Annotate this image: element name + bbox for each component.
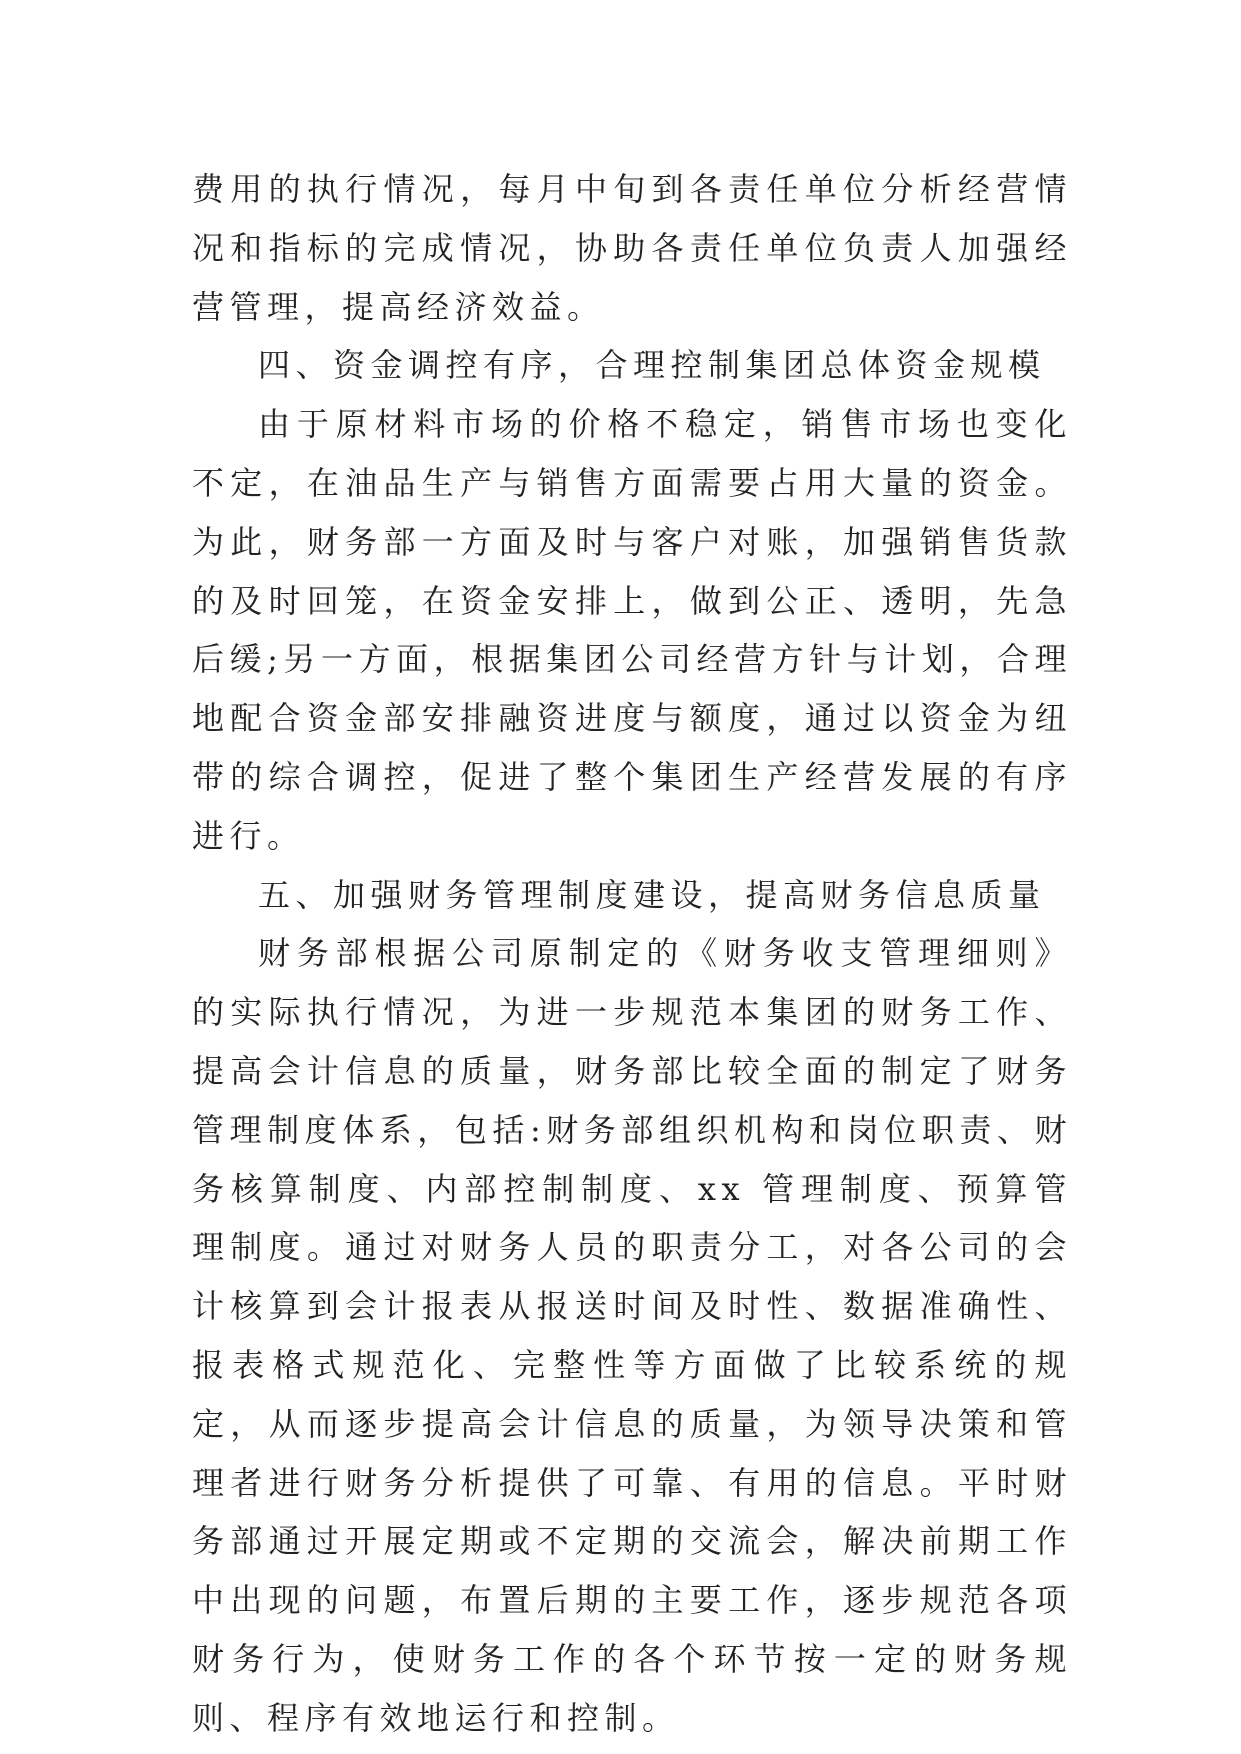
- text-line: 度，通过以资金为纽带的综合调控，促进了整个集团生产经: [192, 699, 1072, 796]
- text-line: 经济效益。: [417, 287, 605, 326]
- text-line: 由于原材料市场的价格不稳定，销售市场也变化不定，: [192, 405, 1072, 502]
- section-heading: [192, 866, 1072, 925]
- body-paragraph: [192, 395, 1072, 865]
- text-line: 或不定期的交流会，解决前期工作中出现的问题，布置后期: [192, 1522, 1072, 1620]
- text-line: 的质量，财务部比较全面的制定了财务管理制度体系，包括:: [192, 1051, 1072, 1149]
- text-line: 一方面及时与客户对账，加强销售货款的及时回笼，在资金: [192, 522, 1072, 620]
- body-paragraph: [192, 160, 1072, 336]
- text-line: 在油品生产与销售方面需要占用大量的资金。为此，财务部: [192, 463, 1072, 561]
- text-line: 执行情况，为进一步规范本集团的财务工作、提高会计信息: [192, 993, 1072, 1090]
- text-line: 标的完成情况，协助各责任单位负责人加强经营管理，提高: [192, 228, 1072, 326]
- text-line: 安排上，做到公正、透明，先急后缓;另一方面，根据集团: [192, 581, 1072, 679]
- section-heading: [192, 336, 1072, 395]
- text-line: 财务部根据公司原制定的《财务收支管理细则》的实际: [192, 934, 1072, 1032]
- text-line: 从而逐步提高会计信息的质量，为领导决策和管理者进行财: [192, 1404, 1072, 1502]
- text-line: 费用的执行情况，每月中旬到各责任单位分析经营情况和指: [192, 170, 1072, 267]
- text-line: 财务部组织机构和岗位职责、财务核算制度、内部控制制度、: [192, 1110, 1072, 1208]
- text-line: xx 管理制度、预算管理制度。通过对财务人员的职责分工，: [192, 1169, 1072, 1267]
- text-line: 务分析提供了可靠、有用的信息。平时财务部通过开展定期: [192, 1463, 1072, 1561]
- text-line: 营发展的有序进行。: [192, 757, 1072, 855]
- document-body: [192, 160, 1072, 1748]
- text-line: 公司经营方针与计划，合理地配合资金部安排融资进度与额: [192, 640, 1072, 738]
- text-line: 对各公司的会计核算到会计报表从报送时间及时性、数据准: [192, 1228, 1072, 1326]
- text-line: 四、资金调控有序，合理控制集团总体资金规模: [258, 346, 1046, 385]
- body-paragraph: [192, 924, 1072, 1747]
- text-line: 五、加强财务管理制度建设，提高财务信息质量: [258, 875, 1046, 914]
- text-line: 的主要工作，逐步规范各项财务行为，使财务工作的各个环: [192, 1581, 1072, 1678]
- text-line: 确性、报表格式规范化、完整性等方面做了比较系统的规定，: [192, 1287, 1072, 1443]
- text-line: 节按一定的财务规则、程序有效地运行和控制。: [192, 1639, 1072, 1737]
